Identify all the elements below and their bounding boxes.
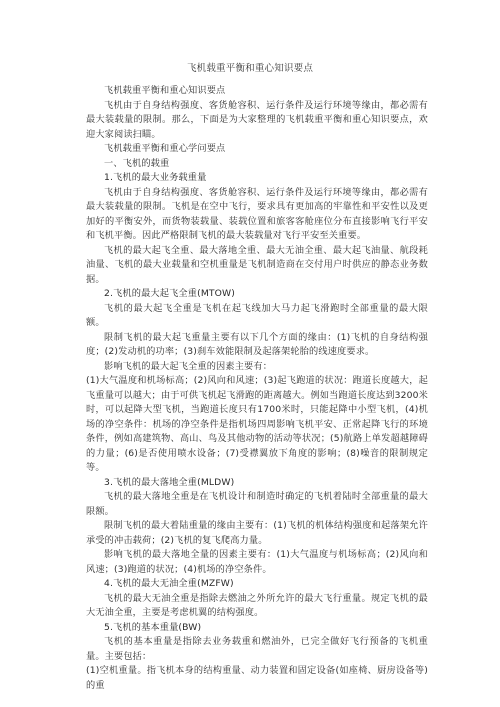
section-heading: 1.飞机的最大业务载重量 xyxy=(104,172,207,183)
body-paragraph: 飞机的最大无油全重是指除去燃油之外所允许的最大飞行重量。规定飞机的最大无油全重，主要是考虑机翼的结构强度。 xyxy=(86,592,428,618)
body-paragraph: 限制飞机的最大起飞重量主要有以下几个方面的缘由：(1)飞机的自身结构强度；(2)发动机的功率；(3)刹车效能限制及起落架轮胎的线速度要求。 xyxy=(86,331,428,357)
body-paragraph: 飞机的最大落地全重是在飞机设计和制造时确定的飞机着陆时全部重量的最大限额。 xyxy=(86,491,428,517)
body-paragraph: 限制飞机的最大着陆重量的缘由主要有：(1)飞机的机体结构强度和起落架允许承受的冲击载荷；(2)飞机的复飞爬高力量。 xyxy=(86,520,428,546)
body-paragraph: 影响飞机的最大起飞全重的因素主要有： xyxy=(104,360,273,372)
body-paragraph: (1)大气温度和机场标高；(2)风向和风速；(3)起飞跑道的状况：跑道长度越大，起飞重量可以越大；由于可供飞机起飞滑跑的距离越大。例如当跑道长度达到3200米时，可以起降大型飞机，当跑道长度只有1700米时，只能起降中小型飞机，(4)机场的净空条件：机场的净空条件是指机场四周影响飞机平安、正常起降飞行的环境条件，例如高建筑物、高山、鸟及其他动物的活动等状况；(5)航路上单发超越障碍的力量；(6)是否使用喷水设备；(7)受襟翼放下角度的影响；(8)噪音的限制规定等。 xyxy=(86,375,428,473)
body-paragraph: 飞机由于自身结构强度、客货舱容积、运行条件及运行环境等缘由，都必需有最大装载量的限制。飞机是在空中飞行，要求具有更加高的牢靠性和平安性以及更加好的平衡安外，而货物装载量、装载位置和旅客客舱座位分布直接影响飞行平安和飞机平衡。因此严格限制飞机的最大装载量对飞行平安至关重要。 xyxy=(86,186,428,241)
body-paragraph: 飞机的最大起飞全重、最大落地全重、最大无油全重、最大起飞油量、航段耗油量、飞机的最大业载量和空机重量是飞机制造商在交付用户时供应的静态业务数据。 xyxy=(86,244,428,285)
body-paragraph: 飞机的最大起飞全重是飞机在起飞线加大马力起飞滑跑时全部重量的最大限额。 xyxy=(86,302,428,328)
body-paragraph: 飞机的基本重量是指除去业务载重和燃油外，已完全做好飞行预备的飞机重量。主要包括： xyxy=(86,636,428,662)
section-heading: 4.飞机的最大无油全重(MZFW) xyxy=(104,578,234,589)
section-heading: 5.飞机的基本重量(BW) xyxy=(104,621,202,633)
body-paragraph: 飞机由于自身结构强度、客货舱容积、运行条件及运行环境等缘由，都必需有最大装载量的限制。那么，下面是为大家整理的飞机载重平衡和重心知识要点，欢迎大家阅读扫瞄。 xyxy=(86,99,428,140)
section-heading: 3.飞机的最大落地全重(MLDW) xyxy=(104,476,235,488)
section-heading: 一、飞机的载重 xyxy=(104,157,170,169)
body-paragraph: 飞机载重平衡和重心知识要点 xyxy=(104,85,226,96)
body-paragraph: 影响飞机的最大落地全量的因素主要有：(1)大气温度与机场标高；(2)风向和风速；(3)跑道的状况；(4)机场的净空条件。 xyxy=(86,549,428,575)
body-paragraph: 飞机载重平衡和重心学问要点 xyxy=(104,143,226,154)
document-body xyxy=(86,84,428,693)
document-title: 飞机载重平衡和重心知识要点 xyxy=(186,63,314,74)
body-paragraph: (1)空机重量。指飞机本身的结构重量、动力装置和固定设备(如座椅、厨房设备等)的重 xyxy=(86,665,428,691)
section-heading: 2.飞机的最大起飞全重(MTOW) xyxy=(104,288,236,299)
